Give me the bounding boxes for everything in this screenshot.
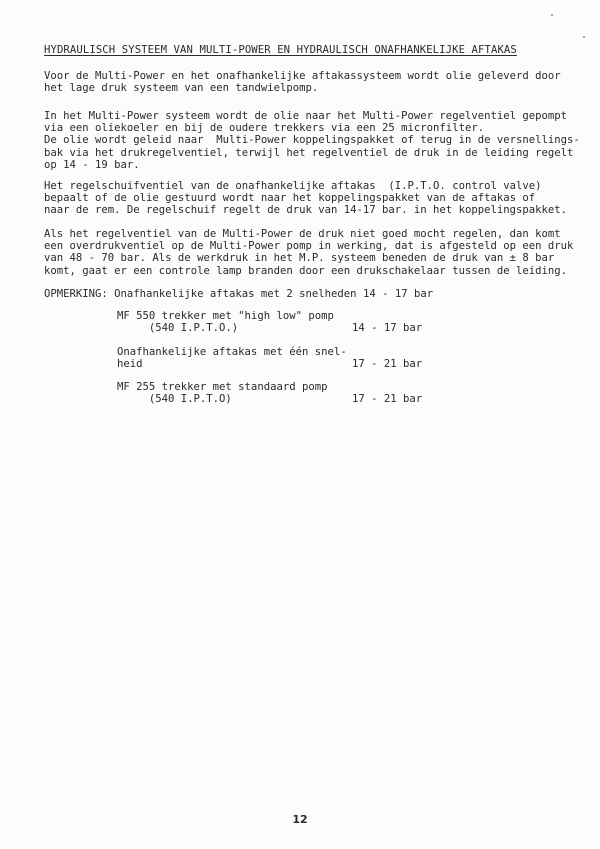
paragraph-line: Als het regelventiel van de Multi-Power de druk niet goed mocht regelen, dan komt [44,228,561,240]
item-2-description [117,346,347,370]
section-heading: HYDRAULISCH SYSTEEM VAN MULTI-POWER EN HYDRAULISCH ONAFHANKELIJKE AFTAKAS [44,44,517,56]
page-number: 12 [292,813,308,826]
paragraph-line: het lage druk systeem van een tandwielpomp. [44,82,319,95]
paragraph-line: een overdrukventiel op de Multi-Power pomp in werking, dat is afgesteld op een druk [44,240,574,253]
item-line: Onafhankelijke aftakas met één snel- [117,346,347,358]
remark-label: OPMERKING: [44,288,108,300]
item-3-description [117,381,327,405]
paragraph-line: In het Multi-Power systeem wordt de olie naar het Multi-Power regelventiel gepompt [44,110,567,122]
scan-speck [551,14,553,16]
item-2-value: 17 - 21 bar [352,358,423,370]
paragraph-line: De olie wordt geleid naar Multi-Power koppelingspakket of terug in de versnellings- [44,134,580,147]
remark-text: Onafhankelijke aftakas met 2 snelheden [114,288,357,300]
paragraph-2 [44,110,580,171]
paragraph-line: Het regelschuifventiel van de onafhankelijke aftakas (I.P.T.O. control valve) [44,180,542,192]
item-line: heid [117,358,143,371]
item-3-value: 17 - 21 bar [352,393,423,405]
paragraph-line: van 48 - 70 bar. Als de werkdruk in het M.P. systeem beneden de druk van ± 8 bar [44,252,555,265]
remark-row [44,288,433,300]
paragraph-line: bepaalt of de olie gestuurd wordt naar het koppelingspakket van de aftakas of [44,192,536,205]
paragraph-line: naar de rem. De regelschuif regelt de druk van 14-17 bar. in het koppelingspakket. [44,204,567,217]
paragraph-3 [44,180,567,217]
item-1-value: 14 - 17 bar [352,322,423,334]
paragraph-line: komt, gaat er een controle lamp branden door een drukschakelaar tussen de leiding. [44,264,567,277]
item-line: MF 550 trekker met "high low" pomp [117,310,334,322]
paragraph-line: via een oliekoeler en bij de oudere trekkers via een 25 micronfilter. [44,122,485,135]
remark-value: 14 - 17 bar [362,288,434,300]
paragraph-line: bak via het drukregelventiel, terwijl het regelventiel de druk in de leiding regelt [44,146,574,159]
item-1-description [117,310,334,334]
scan-speck [583,36,585,38]
item-line: (540 I.P.T.O.) [117,322,239,335]
paragraph-line: Voor de Multi-Power en het onafhankelijke aftakassysteem wordt olie geleverd door [44,70,561,82]
paragraph-4 [44,228,573,277]
paragraph-1 [44,70,561,94]
item-line: MF 255 trekker met standaard pomp [117,381,328,393]
paragraph-line: op 14 - 19 bar. [44,158,140,171]
item-line: (540 I.P.T.O) [117,393,232,406]
